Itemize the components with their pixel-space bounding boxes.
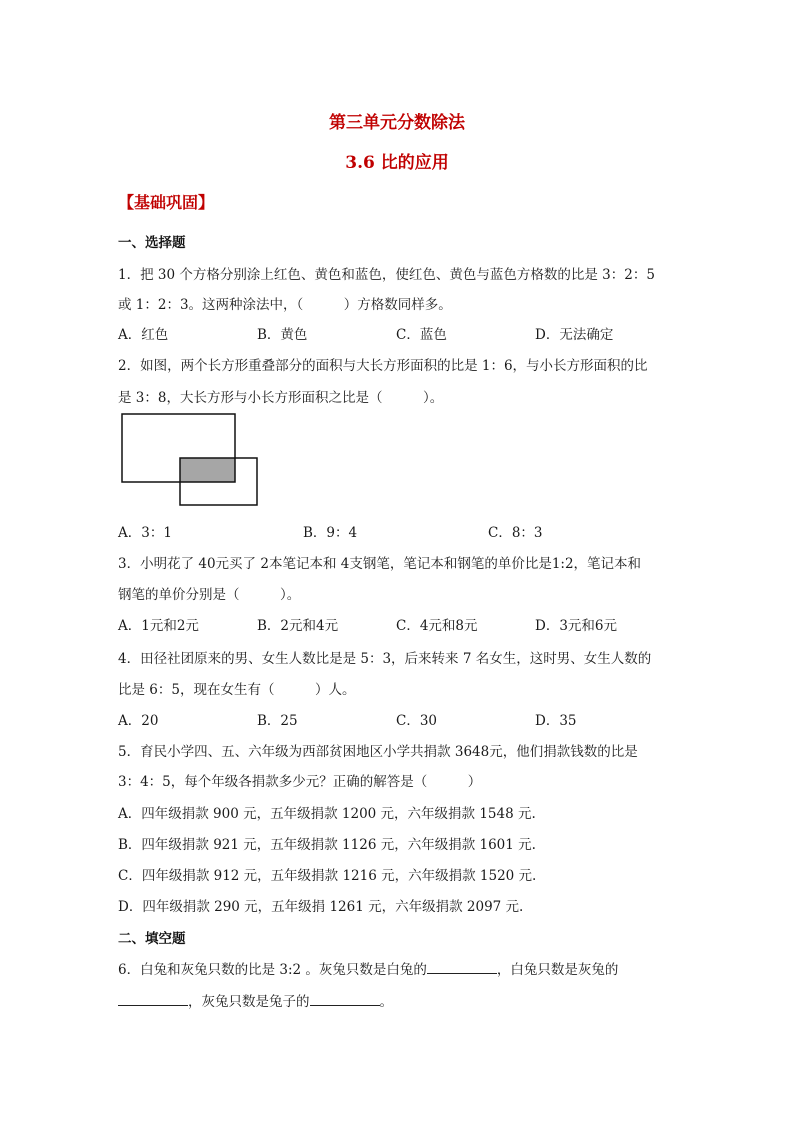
- q1-line1: 1．把 30 个方格分别涂上红色、黄色和蓝色，使红色、黄色与蓝色方格数的比是 3：2：5: [118, 267, 655, 283]
- q5-line1: 5．育民小学四、五、六年级为西部贫困地区小学共捐款 3648元，他们捐款钱数的比是: [118, 744, 638, 760]
- basic-consolidation-label: 【基础巩固】: [118, 193, 215, 212]
- q5-option-b: B．四年级捐款 921 元，五年级捐款 1126 元，六年级捐款 1601 元.: [118, 837, 536, 853]
- q1-option-c: C．蓝色: [396, 327, 447, 343]
- q5-line2: 3：4：5，每个年级各捐款多少元？正确的解答是（ ）: [118, 774, 482, 790]
- unit-title: 第三单元分数除法: [329, 113, 465, 133]
- q3-option-b: B．2元和4元: [257, 618, 339, 634]
- lesson-subtitle: 3.6 比的应用: [345, 153, 449, 173]
- q4-option-c: C．30: [396, 713, 438, 729]
- q1-option-d: D．无法确定: [535, 327, 614, 343]
- section-choice-heading: 一、选择题: [118, 235, 186, 251]
- q4-line2: 比是 6：5，现在女生有（ ）人。: [118, 682, 356, 698]
- q4-option-b: B．25: [257, 713, 298, 729]
- q3-option-d: D．3元和6元: [535, 618, 618, 634]
- q6-text-part1: 6．白兔和灰兔只数的比是 3:2 。灰兔只数是白兔的: [118, 962, 427, 978]
- q5-option-c: C．四年级捐款 912 元，五年级捐款 1216 元，六年级捐款 1520 元.: [118, 868, 537, 884]
- q6-text-part3: ，灰兔只数是兔子的: [188, 994, 310, 1010]
- q2-option-c: C．8：3: [488, 525, 543, 541]
- q1-line2: 或 1：2：3。这两种涂法中，（ ）方格数同样多。: [118, 297, 452, 313]
- q1-option-b: B．黄色: [257, 327, 308, 343]
- q2-option-a: A．3：1: [118, 525, 172, 541]
- q6-blank-3[interactable]: [310, 993, 380, 1006]
- q4-line1: 4．田径社团原来的男、女生人数比是是 5：3，后来转来 7 名女生，这时男、女生人数的: [118, 651, 652, 667]
- section-fill-heading: 二、填空题: [118, 931, 186, 947]
- q4-option-d: D．35: [535, 713, 577, 729]
- q3-option-c: C．4元和8元: [396, 618, 478, 634]
- q5-option-d: D．四年级捐款 290 元，五年级捐 1261 元，六年级捐款 2097 元.: [118, 899, 524, 915]
- q2-line2: 是 3：8，大长方形与小长方形面积之比是（ ）。: [118, 390, 444, 406]
- q6-line2: [118, 990, 393, 1010]
- q3-option-a: A．1元和2元: [118, 618, 199, 634]
- q2-option-b: B．9：4: [303, 525, 358, 541]
- q6-line1: [118, 958, 618, 978]
- q3-line1: 3．小明花了 40元买了 2本笔记本和 4支钢笔，笔记本和钢笔的单价比是1:2，笔记本和: [118, 556, 642, 572]
- overlapping-rectangles-figure: [121, 413, 261, 508]
- q6-text-part2: ，白兔只数是灰兔的: [496, 962, 619, 978]
- q4-option-a: A．20: [118, 713, 159, 729]
- q6-blank-2[interactable]: [118, 993, 188, 1006]
- q2-line1: 2．如图，两个长方形重叠部分的面积与大长方形面积的比是 1：6，与小长方形面积的比: [118, 358, 648, 374]
- q3-line2: 钢笔的单价分别是（ ）。: [118, 587, 301, 603]
- q1-option-a: A．红色: [118, 327, 169, 343]
- q5-option-a: A．四年级捐款 900 元，五年级捐款 1200 元，六年级捐款 1548 元.: [118, 806, 536, 822]
- overlap-region: [180, 458, 235, 482]
- q6-text-part4: 。: [379, 994, 393, 1010]
- q6-blank-1[interactable]: [427, 961, 497, 974]
